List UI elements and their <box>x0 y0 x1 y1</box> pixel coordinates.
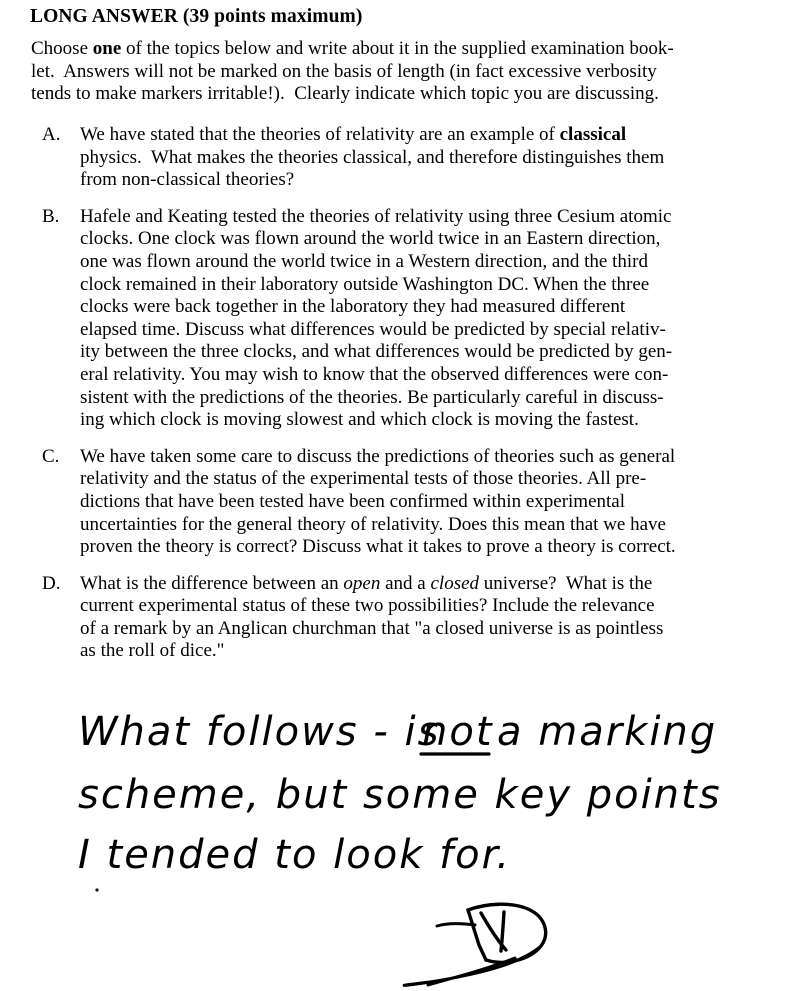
question-b-line-1: Hafele and Keating tested the theories of relativity using three Cesium atomic <box>80 205 672 227</box>
question-b-line-3: one was flown around the world twice in a Western direction, and the third <box>80 250 648 272</box>
question-b-line-4: clock remained in their laboratory outside Washington DC. When the three <box>80 273 650 295</box>
question-b-line-2: clocks. One clock was flown around the world twice in an Eastern direction, <box>80 228 661 250</box>
instructions-line-2: let. Answers will not be marked on the basis of length (in fact excessive verbosity <box>31 60 657 82</box>
question-marker-d: D. <box>42 572 61 594</box>
page-title: LONG ANSWER (39 points maximum) <box>30 6 363 27</box>
question-b-line-6: elapsed time. Discuss what differences would be predicted by special relativ- <box>80 318 666 340</box>
question-item-a <box>0 124 785 192</box>
question-c-line-4: uncertainties for the general theory of relativity. Does this mean that we have <box>80 513 666 535</box>
question-c-line-2: relativity and the status of the experimental tests of those theories. All pre- <box>80 468 647 490</box>
annotation-line-1-underlined-word: not <box>422 709 494 755</box>
instructions-line-3: tends to make markers irritable!). Clearly indicate which topic you are discussing. <box>31 83 659 105</box>
annotation-line-1-part-2: a marking <box>497 709 718 755</box>
question-marker-a: A. <box>42 124 61 145</box>
emphasis-open: open <box>343 572 381 594</box>
question-a-line-1: We have stated that the theories of relativity are an example of classical <box>80 124 627 145</box>
emphasis-closed: closed <box>430 572 480 594</box>
question-b-line-8: eral relativity. You may wish to know that the observed differences were con- <box>80 363 669 385</box>
instructions-line-1: Choose one of the topics below and write about it in the supplied examination book- <box>31 38 674 59</box>
question-body-b <box>80 206 771 432</box>
question-item-d <box>0 573 785 663</box>
question-d-line-3: of a remark by an Anglican churchman that "a closed universe is as pointless <box>80 617 664 639</box>
scan-speck <box>95 888 98 891</box>
question-marker-b: B. <box>42 205 60 227</box>
annotation-line-2: scheme, but some key points <box>78 772 722 818</box>
annotation-line-1-part-1: What follows - is <box>78 709 441 755</box>
annotation-line-3: I tended to look for. <box>78 832 512 878</box>
question-list <box>0 124 785 663</box>
question-d-line-1: What is the difference between an open and a closed universe? What is the <box>80 572 653 594</box>
question-body-a <box>80 124 771 192</box>
question-d-line-2: current experimental status of these two possibilities? Include the relevance <box>80 595 655 617</box>
question-body-c <box>80 446 771 559</box>
instructions-paragraph <box>31 38 773 106</box>
question-item-b <box>0 206 785 432</box>
signature-initial-icon <box>404 904 545 985</box>
question-marker-c: C. <box>42 445 60 467</box>
question-a-line-2: physics. What makes the theories classical, and therefore distinguishes them <box>80 146 665 168</box>
question-d-line-4: as the roll of dice." <box>80 640 225 662</box>
question-a-line-3: from non-classical theories? <box>80 169 295 191</box>
question-b-line-9: sistent with the predictions of the theories. Be particularly careful in discuss- <box>80 386 664 408</box>
question-item-c <box>0 446 785 559</box>
question-b-line-5: clocks were back together in the laboratory they had measured different <box>80 296 626 318</box>
question-body-d <box>80 573 771 663</box>
question-b-line-10: ing which clock is moving slowest and which clock is moving the fastest. <box>80 409 639 431</box>
question-c-line-3: dictions that have been tested have been confirmed within experimental <box>80 490 625 512</box>
question-c-line-5: proven the theory is correct? Discuss what it takes to prove a theory is correct. <box>80 536 676 558</box>
emphasis-one: one <box>92 38 122 59</box>
question-c-line-1: We have taken some care to discuss the predictions of theories such as general <box>80 445 676 467</box>
question-b-line-7: ity between the three clocks, and what differences would be predicted by gen- <box>80 341 673 363</box>
emphasis-classical: classical <box>559 124 627 145</box>
